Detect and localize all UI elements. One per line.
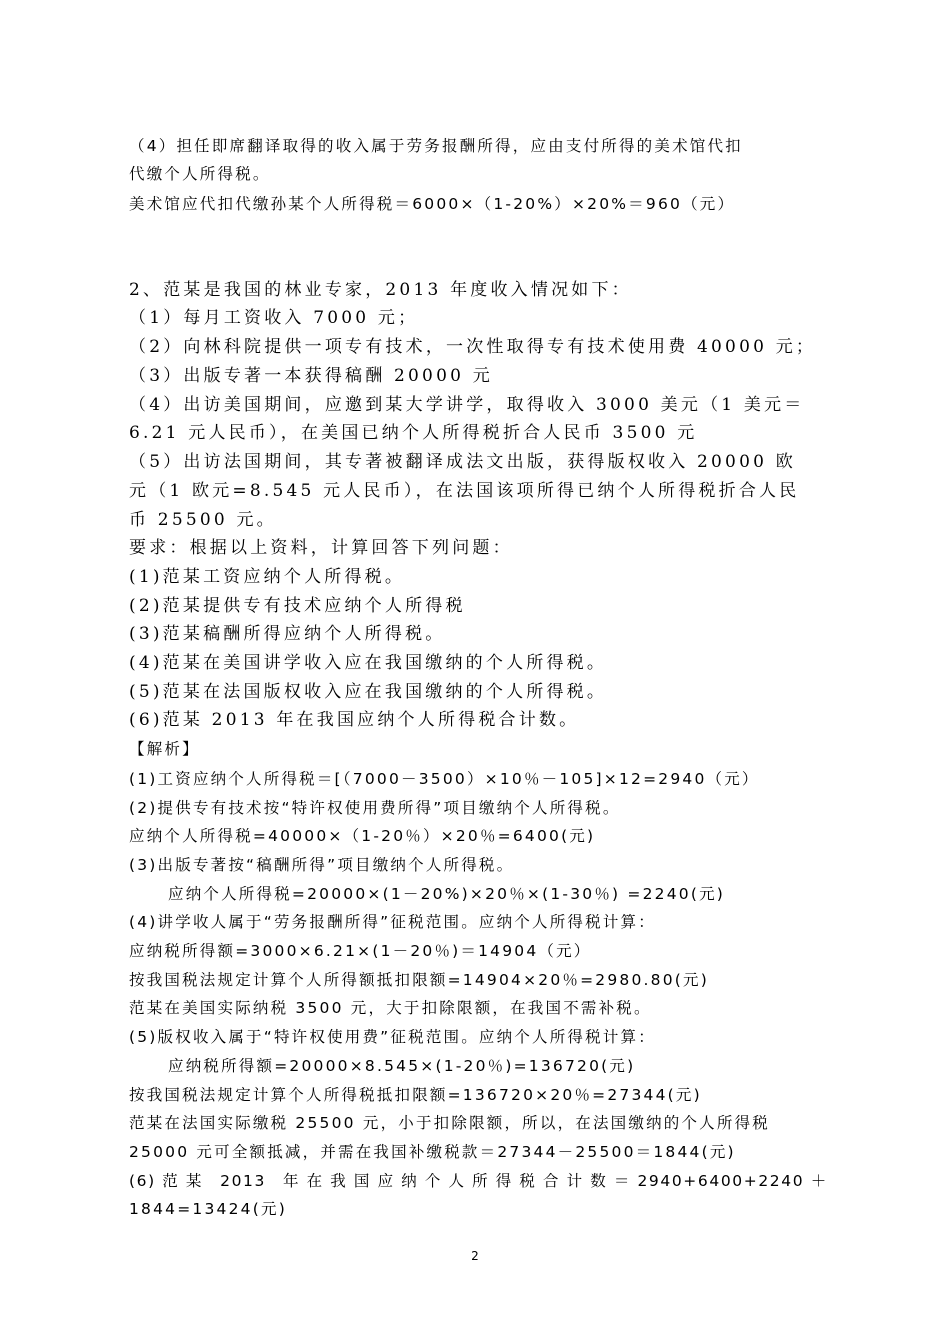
- analysis-line: (3)出版专著按“稿酬所得”项目缴纳个人所得税。: [129, 856, 515, 874]
- analysis-line: (2)提供专有技术按“特许权使用费所得”项目缴纳个人所得税。: [129, 799, 621, 817]
- analysis-line: 应纳个人所得税=20000×(1－20%)×20％×(1-30％) =2240(元): [168, 885, 726, 903]
- question-item: （3）出版专著一本获得稿酬 20000 元: [129, 366, 493, 386]
- analysis-line: (6) 范 某 2013 年 在 我 国 应 纳 个 人 所 得 税 合 计 数 ＝ 2940+6400+2240 ＋: [129, 1172, 828, 1190]
- question-ask: (3)范某稿酬所得应纳个人所得税。: [129, 624, 446, 644]
- analysis-line: 应纳税所得额=20000×8.545×(1-20％)=136720(元): [168, 1057, 636, 1075]
- analysis-line: 范某在美国实际纳税 3500 元，大于扣除限额，在我国不需补税。: [129, 999, 652, 1017]
- question-ask: (1)范某工资应纳个人所得税。: [129, 567, 406, 587]
- question-ask: (5)范某在法国版权收入应在我国缴纳的个人所得税。: [129, 682, 608, 702]
- question-ask: (2)范某提供专有技术应纳个人所得税: [129, 596, 466, 616]
- analysis-line: (4)讲学收人属于“劳务报酬所得”征税范围。应纳个人所得税计算：: [129, 913, 656, 931]
- analysis-line: 应纳税所得额=3000×6.21×(1－20％)＝14904（元）: [129, 942, 592, 960]
- requirement: 要求：根据以上资料，计算回答下列问题：: [129, 538, 513, 558]
- text-line: （4）担任即席翻译取得的收入属于劳务报酬所得，应由支付所得的美术馆代扣: [129, 137, 743, 155]
- analysis-line: 按我国税法规定计算个人所得税抵扣限额=136720×20％=27344(元): [129, 1086, 702, 1104]
- question-item: （5）出访法国期间，其专著被翻译成法文出版，获得版权收入 20000 欧: [129, 452, 796, 472]
- analysis-line: (1)工资应纳个人所得税＝[（7000－3500）×10％－105]×12=2940（元）: [129, 770, 760, 788]
- question-item: （1）每月工资收入 7000 元；: [129, 308, 419, 328]
- question-item: 6.21 元人民币），在美国已纳个人所得税折合人民币 3500 元: [129, 423, 698, 443]
- analysis-line: (5)版权收入属于“特许权使用费”征税范围。应纳个人所得税计算：: [129, 1028, 656, 1046]
- question-item: （2）向林科院提供一项专有技术，一次性取得专有技术使用费 40000 元；: [129, 337, 817, 357]
- text-line: 代缴个人所得税。: [129, 165, 271, 183]
- analysis-line: 按我国税法规定计算个人所得额抵扣限额=14904×20％=2980.80(元): [129, 971, 709, 989]
- question-ask: (6)范某 2013 年在我国应纳个人所得税合计数。: [129, 710, 580, 730]
- text-line: 美术馆应代扣代缴孙某个人所得税＝6000×（1-20%）×20%＝960（元）: [129, 195, 736, 213]
- question-item: 币 25500 元。: [129, 510, 277, 530]
- question-item: （4）出访美国期间，应邀到某大学讲学，取得收入 3000 美元（1 美元＝: [129, 395, 805, 415]
- analysis-line: 25000 元可全额抵减，并需在我国补缴税款＝27344－25500＝1844(元): [129, 1143, 736, 1161]
- analysis-line: 1844=13424(元): [129, 1200, 287, 1218]
- analysis-line: 范某在法国实际缴税 25500 元，小于扣除限额，所以，在法国缴纳的个人所得税: [129, 1114, 770, 1132]
- analysis-line: 应纳个人所得税=40000×（1-20％）×20％=6400(元): [129, 827, 596, 845]
- question-item: 元（1 欧元=8.545 元人民币），在法国该项所得已纳个人所得税折合人民: [129, 481, 800, 501]
- question-ask: (4)范某在美国讲学收入应在我国缴纳的个人所得税。: [129, 653, 608, 673]
- analysis-heading: 【解析】: [129, 740, 200, 758]
- question-title: 2、范某是我国的林业专家，2013 年度收入情况如下：: [129, 280, 632, 300]
- page-number: 2: [471, 1249, 479, 1263]
